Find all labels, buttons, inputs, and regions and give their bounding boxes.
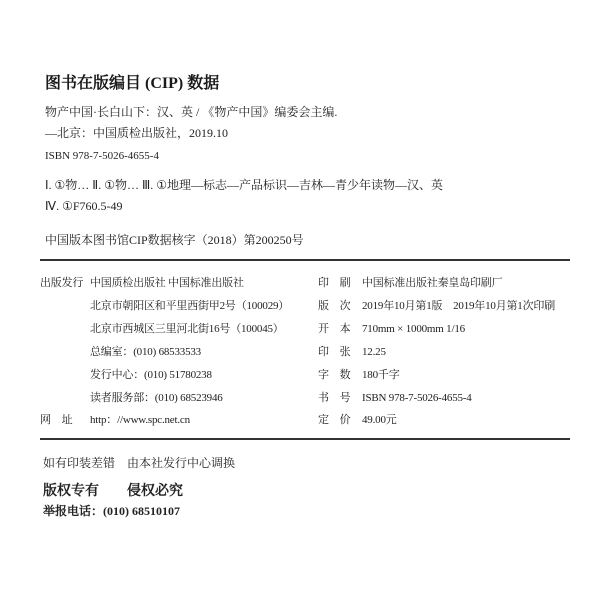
publisher-address-2: 北京市西城区三里河北街16号（100045） <box>90 323 284 335</box>
editorial-phone: 总编室：(010) 68533533 <box>90 346 201 358</box>
spec-label-format: 开 本 <box>318 323 351 335</box>
spec-value-wordcount: 180千字 <box>362 369 400 381</box>
publisher-address-1: 北京市朝阳区和平里西街甲2号（100029） <box>90 300 290 312</box>
spec-value-format: 710mm × 1000mm 1/16 <box>362 323 465 335</box>
spec-label-wordcount: 字 数 <box>318 369 351 381</box>
spec-value-printer: 中国标准出版社秦皇岛印刷厂 <box>362 277 503 289</box>
spec-label-sheets: 印 张 <box>318 346 351 358</box>
website-label: 网 址 <box>40 414 73 426</box>
cip-classification-2: Ⅳ. ①F760.5-49 <box>45 199 123 213</box>
spec-label-printer: 印 刷 <box>318 277 351 289</box>
cip-verification-number: 中国版本图书馆CIP数据核字（2018）第200250号 <box>45 233 304 247</box>
website-link[interactable]: http：//www.spc.net.cn <box>90 414 190 426</box>
spec-value-sheets: 12.25 <box>362 346 386 358</box>
publisher-names: 中国质检出版社 中国标准出版社 <box>90 277 244 289</box>
spec-label-price: 定 价 <box>318 414 351 426</box>
divider-bottom <box>40 438 570 440</box>
copyright-notice: 版权专有 侵权必究 <box>43 484 183 499</box>
publisher-label: 出版发行 <box>40 277 84 289</box>
distribution-phone: 发行中心：(010) 51780238 <box>90 369 212 381</box>
exchange-notice: 如有印装差错 由本社发行中心调换 <box>43 456 236 470</box>
cip-classification-1: Ⅰ. ①物… Ⅱ. ①物… Ⅲ. ①地理—标志—产品标识—吉林—青少年读物—汉、英 <box>45 178 443 192</box>
spec-label-edition: 版 次 <box>318 300 351 312</box>
report-phone: 举报电话：(010) 68510107 <box>43 504 180 518</box>
cip-title: 图书在版编目 (CIP) 数据 <box>45 75 220 92</box>
cip-isbn: ISBN 978-7-5026-4655-4 <box>45 150 159 162</box>
divider-top <box>40 259 570 261</box>
spec-value-edition: 2019年10月第1版 2019年10月第1次印刷 <box>362 300 555 312</box>
spec-label-isbn: 书 号 <box>318 392 351 404</box>
reader-service-phone: 读者服务部：(010) 68523946 <box>90 392 223 404</box>
cip-line-1: 物产中国·长白山下：汉、英 / 《物产中国》编委会主编. <box>45 105 338 119</box>
spec-value-price: 49.00元 <box>362 414 397 426</box>
spec-value-isbn: ISBN 978-7-5026-4655-4 <box>362 392 472 404</box>
cip-line-2: —北京：中国质检出版社，2019.10 <box>45 126 229 140</box>
